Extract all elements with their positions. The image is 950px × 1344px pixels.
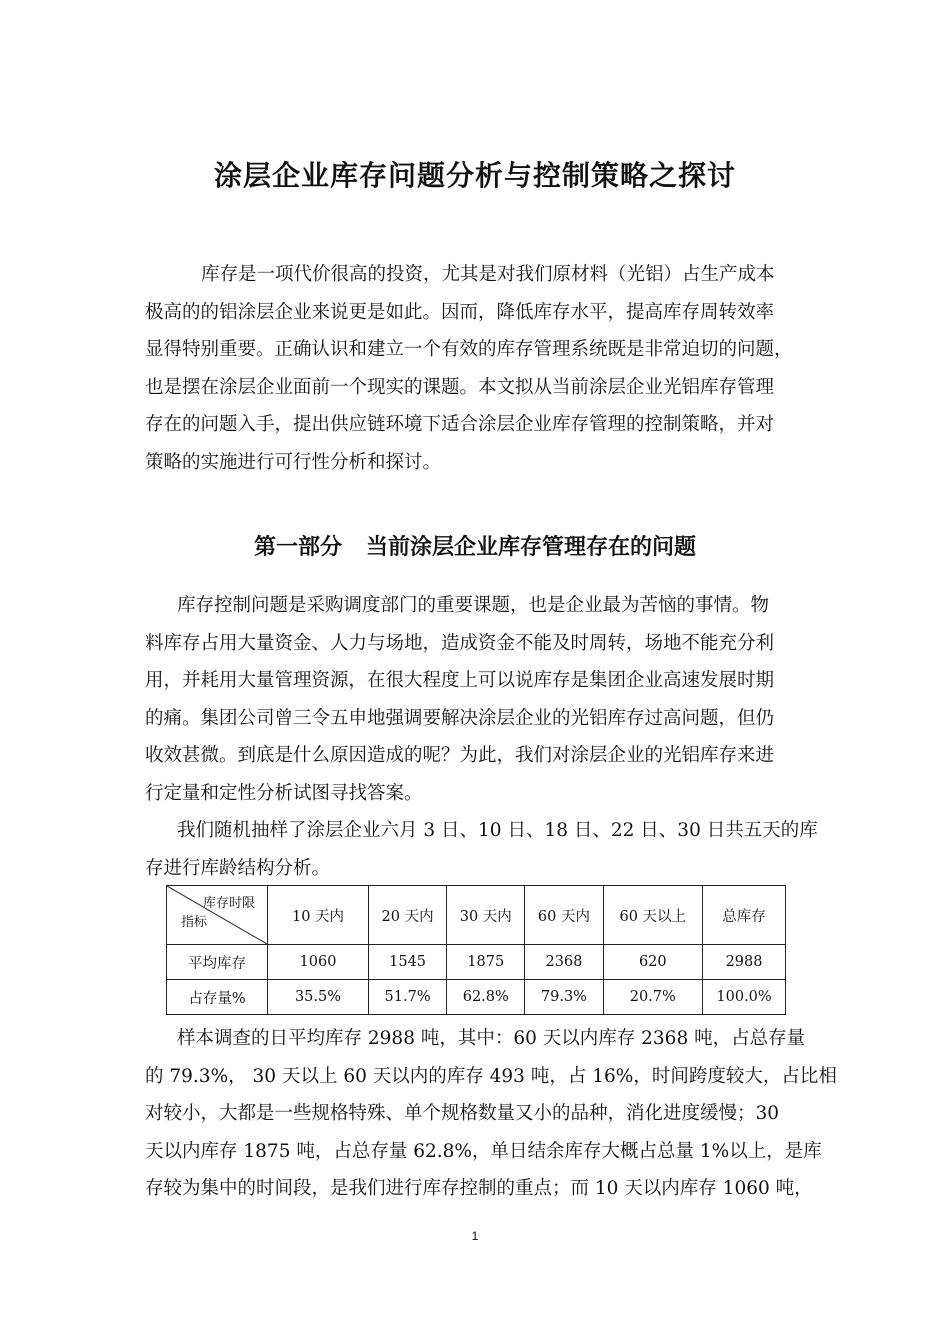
text-line: 对较小，大都是一些规格特殊、单个规格数量又小的品种，消化进度缓慢；30 bbox=[145, 1103, 780, 1124]
text-line: 天以内库存 1875 吨，占总存量 62.8%，单日结余库存大概占总量 1%以上，是库 bbox=[145, 1140, 822, 1162]
text-line: 料库存占用大量资金、人力与场地，造成资金不能及时周转，场地不能充分利 bbox=[145, 632, 775, 654]
section-title: 当前涂层企业库存管理存在的问题 bbox=[366, 535, 697, 560]
section-heading bbox=[0, 530, 950, 561]
column-header: 20 天内 bbox=[369, 886, 447, 945]
text-line: 库存控制问题是采购调度部门的重要课题，也是企业最为苦恼的事情。物 bbox=[177, 595, 770, 616]
text-line: 也是摆在涂层企业面前一个现实的课题。本文拟从当前涂层企业光铝库存管理 bbox=[145, 376, 775, 398]
text-line: 的痛。集团公司曾三令五申地强调要解决涂层企业的光铝库存过高问题，但仍 bbox=[145, 707, 775, 729]
text-line: 行定量和定性分析试图寻找答案。 bbox=[145, 782, 423, 804]
column-header: 10 天内 bbox=[268, 886, 369, 945]
body-paragraph-2 bbox=[145, 812, 825, 887]
table-cell: 620 bbox=[603, 945, 703, 980]
text-line: 收效甚微。到底是什么原因造成的呢？为此，我们对涂层企业的光铝库存来进 bbox=[145, 745, 775, 766]
table-cell: 2988 bbox=[703, 945, 786, 980]
corner-column-label: 库存时限 bbox=[202, 896, 255, 911]
corner-row-label: 指标 bbox=[181, 915, 208, 930]
table-cell: 1060 bbox=[268, 945, 369, 980]
section-part-label: 第一部分 bbox=[253, 535, 342, 560]
page-number: 1 bbox=[471, 1229, 479, 1243]
text-line: 库存是一项代价很高的投资，尤其是对我们原材料（光铝）占生产成本 bbox=[201, 264, 775, 285]
table-cell: 35.5% bbox=[268, 980, 369, 1015]
column-header: 30 天内 bbox=[447, 886, 525, 945]
table-header-row bbox=[167, 886, 786, 945]
column-header: 60 天以上 bbox=[603, 886, 703, 945]
document-title: 涂层企业库存问题分析与控制策略之探讨 bbox=[213, 159, 736, 192]
column-header: 总库存 bbox=[703, 886, 786, 945]
table-row bbox=[167, 980, 786, 1015]
inventory-age-table bbox=[166, 885, 786, 1015]
text-line: 的 79.3%， 30 天以上 60 天以内的库存 493 吨，占 16%，时间跨度较大，占比相 bbox=[145, 1065, 837, 1087]
table-cell: 1545 bbox=[369, 945, 447, 980]
table-cell: 51.7% bbox=[369, 980, 447, 1015]
text-line: 显得特别重要。正确认识和建立一个有效的库存管理系统既是非常迫切的问题， bbox=[145, 339, 793, 360]
table-cell: 79.3% bbox=[525, 980, 603, 1015]
text-line: 策略的实施进行可行性分析和探讨。 bbox=[145, 451, 442, 473]
text-line: 样本调查的日平均库存 2988 吨，其中：60 天以内库存 2368 吨，占总存量 bbox=[177, 1028, 806, 1049]
text-line: 存进行库龄结构分析。 bbox=[145, 857, 331, 879]
table-cell: 100.0% bbox=[703, 980, 786, 1015]
body-paragraph-3 bbox=[145, 1020, 837, 1208]
table-cell: 2368 bbox=[525, 945, 603, 980]
body-paragraph-1 bbox=[145, 587, 825, 812]
text-line: 存较为集中的时间段，是我们进行库存控制的重点；而 10 天以内库存 1060 吨， bbox=[145, 1178, 813, 1199]
column-header: 60 天内 bbox=[525, 886, 603, 945]
row-label: 平均库存 bbox=[167, 945, 268, 980]
corner-header-cell bbox=[167, 886, 268, 945]
table-cell: 1875 bbox=[447, 945, 525, 980]
text-line: 我们随机抽样了涂层企业六月 3 日、10 日、18 日、22 日、30 日共五天的库 bbox=[177, 820, 818, 841]
table-cell: 20.7% bbox=[603, 980, 703, 1015]
intro-paragraph bbox=[145, 256, 825, 481]
table-cell: 62.8% bbox=[447, 980, 525, 1015]
text-line: 存在的问题入手，提出供应链环境下适合涂层企业库存管理的控制策略，并对 bbox=[145, 414, 775, 435]
row-label: 占存量% bbox=[167, 980, 268, 1015]
text-line: 用，并耗用大量管理资源，在很大程度上可以说库存是集团企业高速发展时期 bbox=[145, 670, 775, 691]
table-row bbox=[167, 945, 786, 980]
text-line: 极高的的铝涂层企业来说更是如此。因而，降低库存水平，提高库存周转效率 bbox=[145, 301, 775, 323]
